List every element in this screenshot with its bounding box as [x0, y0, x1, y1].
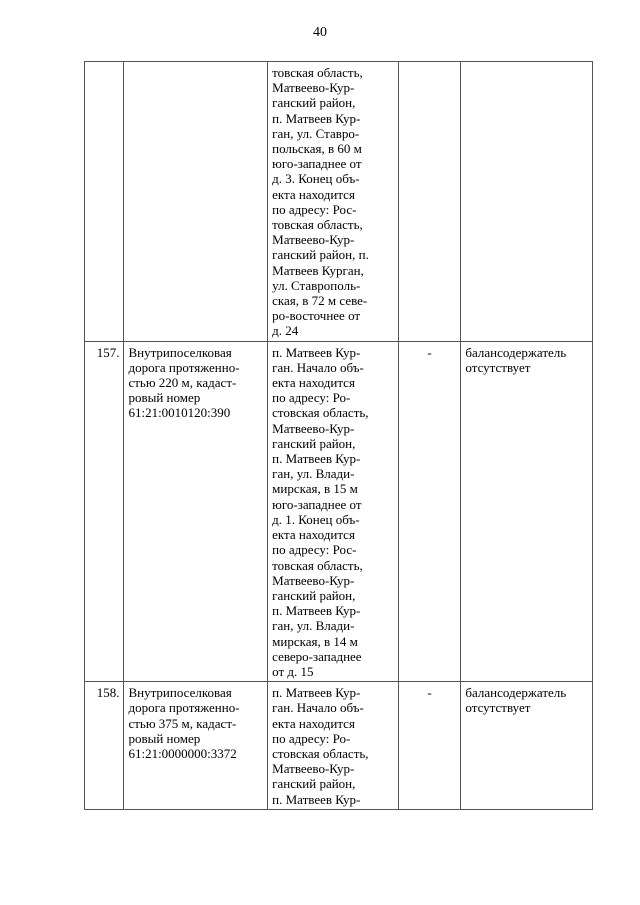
location-line: товская область, [272, 557, 363, 573]
table-row [85, 682, 593, 810]
location-line: ганский район, [272, 776, 356, 792]
object-name-line: 61:21:0010120:390 [128, 405, 231, 421]
holder-line: отсутствует [465, 700, 531, 716]
extra-cell [398, 341, 461, 681]
location-line: п. Матвеев Кур- [272, 791, 361, 807]
location-line: ганский район, [272, 95, 356, 111]
object-name-line: дорога протяженно- [128, 700, 240, 716]
location-line: ган, ул. Ставро- [272, 125, 360, 141]
extra-value: - [427, 685, 432, 701]
row-number-cell [85, 341, 124, 681]
location-line: по адресу: Рос- [272, 542, 357, 558]
object-name-line: Внутрипоселковая [128, 344, 232, 360]
location-line: д. 24 [272, 323, 299, 339]
location-line: п. Матвеев Кур- [272, 685, 361, 701]
holder-line: балансодержатель [465, 344, 567, 360]
location-line: ганский район, [272, 435, 356, 451]
holder-cell [461, 341, 593, 681]
location-line: екта находится [272, 715, 355, 731]
object-name-line: дорога протяженно- [128, 359, 240, 375]
location-line: мирская, в 15 м [272, 481, 358, 497]
holder-cell [461, 682, 593, 810]
object-name-cell [124, 62, 268, 342]
extra-cell [398, 62, 461, 342]
table-row [85, 62, 593, 342]
location-cell [268, 341, 399, 681]
location-cell [268, 682, 399, 810]
holder-line: отсутствует [465, 359, 531, 375]
location-line: Матвеево-Кур- [272, 80, 355, 96]
location-line: п. Матвеев Кур- [272, 344, 361, 360]
location-line: товская область, [272, 65, 363, 80]
location-line: польская, в 60 м [272, 141, 362, 157]
location-line: ул. Ставрополь- [272, 277, 361, 293]
location-line: ганский район, п. [272, 247, 369, 263]
location-line: п. Матвеев Кур- [272, 603, 361, 619]
location-line: екта находится [272, 527, 355, 543]
location-line: ро-восточнее от [272, 308, 361, 324]
page-number: 40 [313, 25, 327, 40]
objects-table [84, 61, 593, 810]
location-line: ган, ул. Влади- [272, 618, 355, 634]
location-line: ганский район, [272, 587, 356, 603]
object-name-line: Внутрипоселковая [128, 685, 232, 701]
holder-cell [461, 62, 593, 342]
location-line: Матвеево-Кур- [272, 232, 355, 248]
extra-value: - [427, 344, 432, 360]
location-line: Матвеево-Кур- [272, 761, 355, 777]
holder-line: балансодержатель [465, 685, 567, 701]
location-line: Матвеево-Кур- [272, 420, 355, 436]
row-number: 157. [96, 344, 120, 360]
location-line: п. Матвеев Кур- [272, 451, 361, 467]
extra-cell [398, 682, 461, 810]
location-line: по адресу: Ро- [272, 730, 351, 746]
location-line: ган, ул. Влади- [272, 466, 355, 482]
location-line: д. 3. Конец объ- [272, 171, 360, 187]
location-line: северо-западнее [272, 648, 362, 664]
location-line: екта находится [272, 375, 355, 391]
location-line: по адресу: Ро- [272, 390, 351, 406]
object-name-line: стью 375 м, кадаст- [128, 715, 237, 731]
location-line: ская, в 72 м севе- [272, 293, 368, 309]
location-line: от д. 15 [272, 663, 314, 679]
object-name-line: ровый номер [128, 730, 201, 746]
object-name-cell [124, 341, 268, 681]
object-name-line: стью 220 м, кадаст- [128, 375, 237, 391]
location-line: Матвеево-Кур- [272, 572, 355, 588]
row-number-cell [85, 682, 124, 810]
row-number: 158. [96, 685, 120, 701]
table-body [85, 62, 593, 810]
location-line: юго-западнее от [272, 156, 362, 172]
location-line: д. 1. Конец объ- [272, 511, 360, 527]
location-line: ган. Начало объ- [272, 359, 364, 375]
location-line: по адресу: Рос- [272, 201, 357, 217]
location-line: ган. Начало объ- [272, 700, 364, 716]
object-name-cell [124, 682, 268, 810]
location-line: товская область, [272, 217, 363, 233]
location-line: екта находится [272, 186, 355, 202]
row-number-cell [85, 62, 124, 342]
object-name-line: 61:21:0000000:3372 [128, 745, 237, 761]
object-name-line: ровый номер [128, 390, 201, 406]
location-cell [268, 62, 399, 342]
location-line: стовская область, [272, 745, 369, 761]
location-line: Матвеев Курган, [272, 262, 364, 278]
location-line: стовская область, [272, 405, 369, 421]
table-row [85, 341, 593, 681]
location-line: п. Матвеев Кур- [272, 110, 361, 126]
location-line: юго-западнее от [272, 496, 362, 512]
location-line: мирская, в 14 м [272, 633, 358, 649]
